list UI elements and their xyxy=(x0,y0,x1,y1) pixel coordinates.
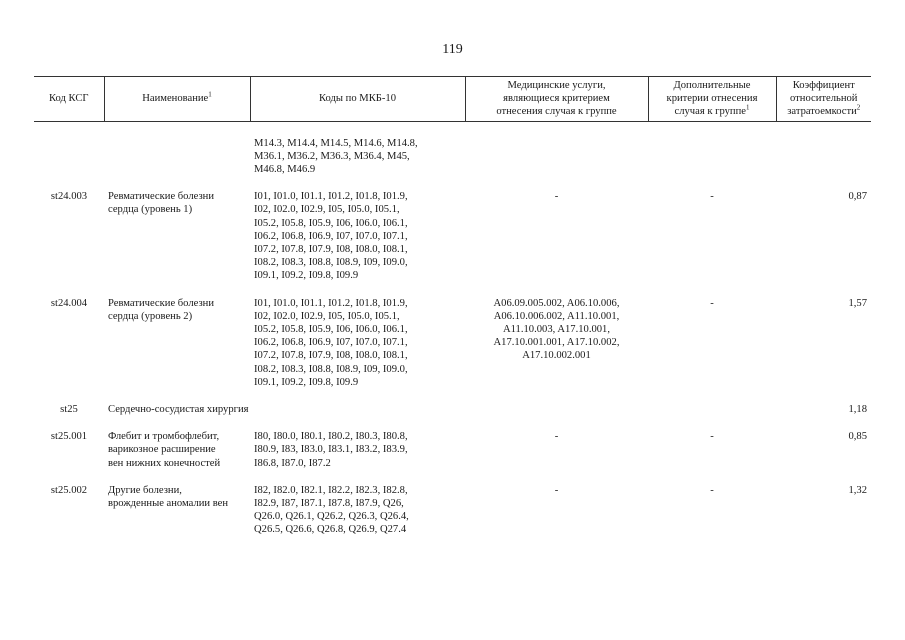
ksg-name xyxy=(104,430,250,470)
text-line: отнесения случая к группе xyxy=(496,106,617,118)
ksg-code: st24.004 xyxy=(50,297,88,309)
text-line: A11.10.003, A17.10.001, xyxy=(502,324,611,336)
ksg-name xyxy=(104,190,250,282)
text-line: I02, I02.0, I02.9, I05, I05.0, I05.1, xyxy=(254,204,400,216)
extra-criteria: - xyxy=(710,191,714,203)
ksg-code: st24.003 xyxy=(50,191,88,203)
extra-criteria: - xyxy=(710,297,714,309)
text-line: I01, I01.0, I01.1, I01.2, I01.8, I01.9, xyxy=(254,297,408,309)
text-line: Медицинские услуги, xyxy=(507,80,606,91)
extra-criteria: - xyxy=(710,484,714,496)
header-mkb: Коды по МКБ-10 xyxy=(250,77,465,122)
text-line: I80, I80.0, I80.1, I80.2, I80.3, I80.8, xyxy=(254,431,408,443)
ksg-group-name: Сердечно-сосудистая хирургия xyxy=(108,404,249,416)
table-row-group xyxy=(34,403,871,416)
page-number: 119 xyxy=(442,42,463,57)
table-row xyxy=(34,430,871,470)
text-line: M36.1, M36.2, M36.3, M36.4, M45, xyxy=(254,150,410,162)
table-header-row xyxy=(34,77,871,122)
text-line: врожденные аномалии вен xyxy=(108,498,229,510)
text-line: сердца (уровень 1) xyxy=(108,204,193,216)
text-line: I07.2, I07.8, I07.9, I08, I08.0, I08.1, xyxy=(254,350,408,362)
text-line: A06.10.006.002, A11.10.001, xyxy=(493,310,620,322)
text-line: Ревматические болезни xyxy=(108,191,214,203)
text-line: I86.8, I87.0, I87.2 xyxy=(254,457,331,469)
ksg-table xyxy=(34,76,871,537)
text-line: I05.2, I05.8, I05.9, I06, I06.0, I06.1, xyxy=(254,217,408,229)
text-line: I06.2, I06.8, I06.9, I07, I07.0, I07.1, xyxy=(254,337,408,349)
mkb-codes xyxy=(250,137,465,177)
text-line: A06.09.005.002, A06.10.006, xyxy=(493,297,620,309)
mkb-codes xyxy=(250,190,465,282)
text-line: I09.1, I09.2, I09.8, I09.9 xyxy=(254,270,359,282)
ksg-code: st25.002 xyxy=(50,484,88,496)
text-line: I80.9, I83, I83.0, I83.1, I83.2, I83.9, xyxy=(254,444,408,456)
text-line: I06.2, I06.8, I06.9, I07, I07.0, I07.1, xyxy=(254,230,408,242)
text-line: I08.2, I08.3, I08.8, I08.9, I09, I09.0, xyxy=(254,257,408,269)
ksg-group-code: st25 xyxy=(60,404,78,416)
header-extra: Дополнительные критерии отнесения случая к группе$^1$ xyxy=(648,77,776,122)
text-line: M46.8, M46.9 xyxy=(254,164,316,176)
header-coef: Коэффициент относительной затратоемкости$^2$ xyxy=(776,77,871,122)
text-line: сердца (уровень 2) xyxy=(108,310,193,322)
header-code: Код КСГ xyxy=(34,77,104,122)
ksg-name xyxy=(104,484,250,537)
coefficient: 1,18 xyxy=(848,404,867,416)
table-row-continuation xyxy=(34,137,871,177)
header-services xyxy=(465,77,648,122)
text-line: I07.2, I07.8, I07.9, I08, I08.0, I08.1, xyxy=(254,244,408,256)
text-line: I09.1, I09.2, I09.8, I09.9 xyxy=(254,376,359,388)
header-name: Наименование$^1$ xyxy=(104,77,250,122)
text-line: M14.3, M14.4, M14.5, M14.6, M14.8, xyxy=(254,137,418,149)
coefficient: 0,85 xyxy=(848,431,867,443)
extra-criteria: - xyxy=(710,431,714,443)
text-line: Q26.0, Q26.1, Q26.2, Q26.3, Q26.4, xyxy=(254,511,409,523)
coefficient: 0,87 xyxy=(848,191,867,203)
text-line: - xyxy=(554,191,559,203)
text-line: варикозное расширение xyxy=(108,444,216,456)
ksg-name xyxy=(104,297,250,389)
coefficient: 1,32 xyxy=(848,484,867,496)
medical-services xyxy=(465,297,648,389)
text-line: Флебит и тромбофлебит, xyxy=(108,431,220,443)
medical-services xyxy=(465,484,648,537)
medical-services xyxy=(465,430,648,470)
mkb-codes xyxy=(250,484,465,537)
coefficient: 1,57 xyxy=(848,297,867,309)
text-line: I05.2, I05.8, I05.9, I06, I06.0, I06.1, xyxy=(254,324,408,336)
text-line: Ревматические болезни xyxy=(108,297,214,309)
mkb-codes xyxy=(250,297,465,389)
text-line: A17.10.001.001, A17.10.002, xyxy=(493,337,620,349)
text-line: I82.9, I87, I87.1, I87.8, I87.9, Q26, xyxy=(254,498,404,510)
text-line: - xyxy=(554,484,559,496)
text-line: вен нижних конечностей xyxy=(108,457,221,469)
text-line: I02, I02.0, I02.9, I05, I05.0, I05.1, xyxy=(254,310,400,322)
text-line: - xyxy=(554,431,559,443)
text-line: I82, I82.0, I82.1, I82.2, I82.3, I82.8, xyxy=(254,484,408,496)
text-line: Другие болезни, xyxy=(108,484,182,496)
mkb-codes xyxy=(250,430,465,470)
table-row xyxy=(34,297,871,389)
text-line: Q26.5, Q26.6, Q26.8, Q26.9, Q27.4 xyxy=(254,524,407,536)
text-line: A17.10.002.001 xyxy=(522,350,591,362)
medical-services xyxy=(465,190,648,282)
table-row xyxy=(34,484,871,537)
ksg-code: st25.001 xyxy=(50,431,88,443)
table-row xyxy=(34,190,871,282)
text-line: I01, I01.0, I01.1, I01.2, I01.8, I01.9, xyxy=(254,191,408,203)
text-line: являющиеся критерием xyxy=(503,93,610,105)
text-line: I08.2, I08.3, I08.8, I08.9, I09, I09.0, xyxy=(254,363,408,375)
